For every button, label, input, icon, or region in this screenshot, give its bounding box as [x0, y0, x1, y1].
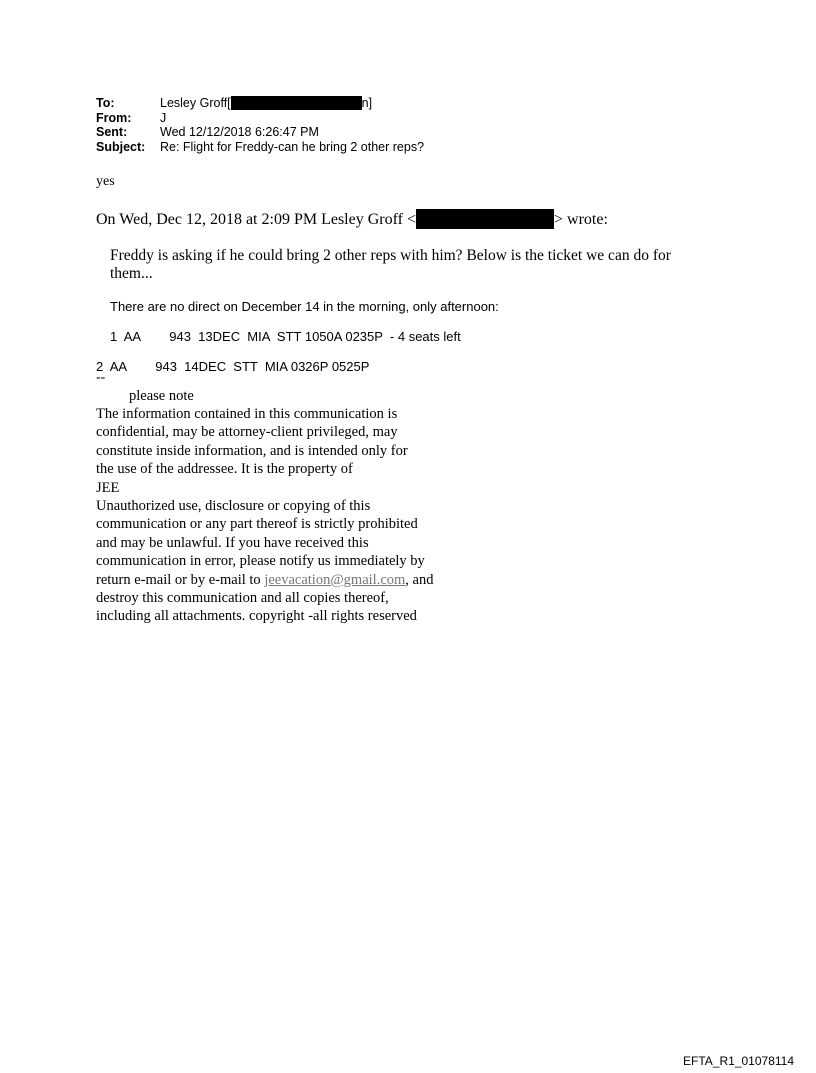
to-row — [96, 96, 424, 111]
email-header — [96, 96, 424, 154]
subject-label: Subject: — [96, 139, 146, 154]
signature-separator: -- — [96, 370, 106, 385]
disclaimer-line: the use of the addressee. It is the property of — [96, 461, 353, 478]
flight-note: There are no direct on December 14 in the morning, only afternoon: — [110, 299, 499, 314]
disclaimer-line: communication in error, please notify us immediately by — [96, 553, 425, 570]
quoted-message: Freddy is asking if he could bring 2 other reps with him? Below is the ticket we can do for them... — [110, 247, 671, 282]
signature-note: please note — [129, 388, 194, 404]
to-name: Lesley Groff[ — [160, 96, 231, 110]
from-value: J — [160, 110, 167, 125]
disclaimer — [96, 405, 476, 626]
disclaimer-line: communication or any part thereof is strictly prohibited — [96, 516, 418, 533]
email-link[interactable]: jeevacation@gmail.com — [264, 571, 406, 588]
document-id: EFTA_R1_01078114 — [683, 1054, 794, 1068]
disclaimer-line: The information contained in this communication is — [96, 406, 398, 422]
sent-label: Sent: — [96, 125, 128, 139]
subject-row — [96, 140, 424, 155]
quote-intro — [96, 209, 608, 229]
disclaimer-line: confidential, may be attorney-client privileged, may — [96, 424, 398, 441]
subject-value: Re: Flight for Freddy-can he bring 2 other reps? — [160, 139, 425, 154]
disclaimer-line: and may be unlawful. If you have received this — [96, 534, 369, 551]
sent-value: Wed 12/12/2018 6:26:47 PM — [160, 125, 319, 139]
to-name-end: n] — [361, 96, 373, 110]
redaction-box — [416, 209, 554, 229]
email-suffix: , and — [405, 571, 434, 588]
quote-intro-start: On Wed, Dec 12, 2018 at 2:09 PM Lesley Groff < — [96, 211, 416, 228]
email-prefix: return e-mail or by e-mail to — [96, 571, 265, 588]
flight-details — [96, 284, 499, 389]
redaction-box — [231, 96, 362, 110]
disclaimer-line: Unauthorized use, disclosure or copying of this — [96, 498, 371, 515]
from-row — [96, 111, 424, 126]
disclaimer-line: constitute inside information, and is intended only for — [96, 442, 408, 459]
flight-line: 2 AA 943 14DEC STT MIA 0326P 0525P — [96, 359, 370, 374]
from-label: From: — [96, 110, 132, 125]
disclaimer-line-email — [96, 571, 476, 589]
disclaimer-line: including all attachments. copyright -all rights reserved — [96, 608, 417, 625]
to-value — [160, 96, 372, 111]
disclaimer-line: JEE — [96, 479, 120, 496]
quote-intro-end: > wrote: — [553, 211, 608, 228]
sent-row — [96, 125, 424, 140]
reply-text: yes — [96, 174, 115, 189]
flight-line: 1 AA 943 13DEC MIA STT 1050A 0235P - 4 seats left — [110, 329, 461, 344]
disclaimer-line: destroy this communication and all copies thereof, — [96, 590, 389, 607]
to-label: To: — [96, 96, 115, 110]
